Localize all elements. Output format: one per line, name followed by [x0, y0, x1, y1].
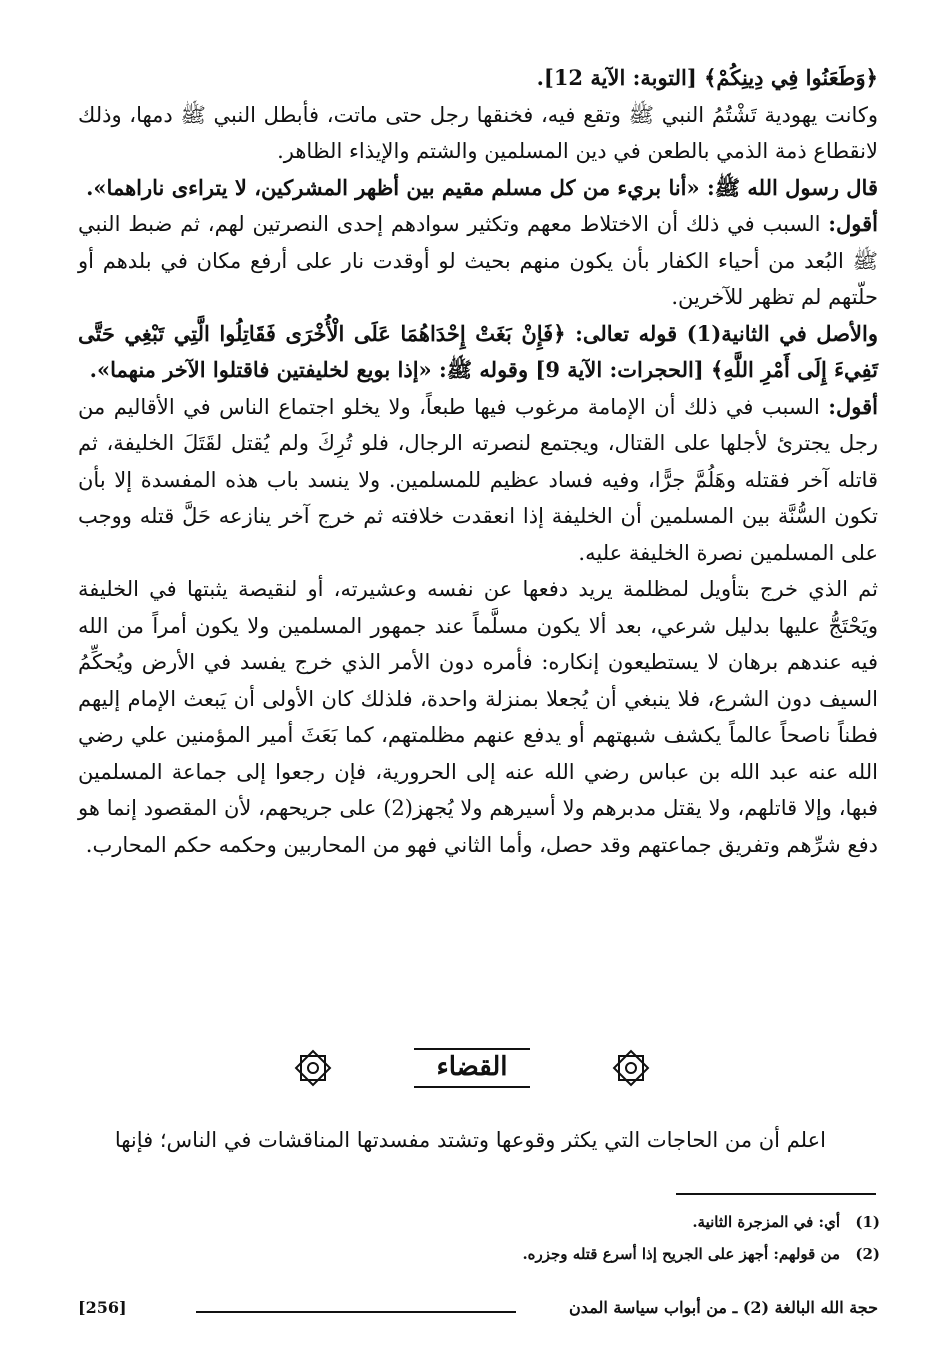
paragraph-6: ثم الذي خرج بتأويل لمظلمة يريد دفعها عن نفسه وعشيرته، أو لنقيصة يثبتها في الخليفة ويَحْتَجُّ عليها بدليل شرعي، بعد ألا يكون مسلَّماً عند جمهور المسلمين ولا يكون أمراً من الله فيه عندهم برهان لا يستطيعون إنكاره: فأمره دون الأمر الذي خرج يفسد في الأرض ويُحكِّمُ السيف دون الشرع، فلا ينبغي أن يُجعلا بمنزلة واحدة، فلذلك كان الأولى أن يَبعث الإمام إليهم فطناً ناصحاً عالماً يكشف شبهتهم أو يدفع عنهم مظلمتهم، كما بَعَثَ أمير المؤمنين علي رضي الله عنه عبد الله بن عباس رضي الله عنه إلى الحرورية، فإن رجعوا إلى جماعة المسلمين فبها، وإلا قاتلهم، ولا يقتل مدبرهم ولا أسيرهم ولا يُجهز(2) على جريحهم، لأن المقصود إنما هو دفع شرِّهم وتفريق جماعتهم وقد حصل، وأما الثاني فهو من المحاربين وحكمه حكم المحارب.	[78, 577, 878, 857]
paragraph-5-lead: أقول:	[828, 393, 878, 419]
book-title: حجة الله البالغة (2) ـ من أبواب سياسة المدن	[569, 1298, 878, 1317]
paragraph-3-lead: أقول:	[828, 211, 878, 236]
footnote-text: أي: في المزجرة الثانية.	[692, 1213, 840, 1231]
paragraph-3	[78, 206, 878, 316]
quran-verse-quote: ﴿وَطَعَنُوا فِي دِينِكُمْ﴾ [التوبة: الآية 12].	[536, 65, 878, 90]
paragraph-4-text: ﴿فَإِنْ بَغَتْ إِحْدَاهُمَا عَلَى الْأُخْرَى فَقَاتِلُوا الَّتِي تَبْغِي حَتَّى تَفِيءَ إِلَى أَمْرِ اللَّهِ﴾ [الحجرات: الآية 9] وقوله ﷺ: «إذا بويع لخليفتين فاقتلوا الآخر منهما».	[78, 320, 878, 382]
footnote-divider	[676, 1193, 876, 1195]
page-number: [256]	[78, 1298, 127, 1317]
footnote-text: من قولهم: أجهز على الجريح إذا أسرع قتله وجزره.	[522, 1245, 840, 1263]
hadith-text: قال رسول الله ﷺ: «أنا بريء من كل مسلم مقيم بين أظهر المشركين، لا يتراءى ناراهما».	[86, 174, 878, 200]
paragraph-1: وكانت يهودية تَشْتُمُ النبي ﷺ وتقع فيه، فخنقها رجل حتى ماتت، فأبطل النبي ﷺ دمها، وذلك لانقطاع ذمة الذمي بالطعن في دين المسلمين والشتم والإيذاء الظاهر.	[78, 102, 878, 163]
paragraph-5-text: السبب في ذلك أن الإمامة مرغوب فيها طبعاً، ولا يخلو اجتماع الناس في الأقاليم من رجل يجترئ لأجلها على القتال، ويجتمع لنصرته الرجال، فلو تُرِكَ ولم يُقتل لقَتَلَ الخليفة، ثم قاتله آخر فقتله وهَلُمَّ جرًّا، وفيه فساد عظيم للمسلمين. ولا ينسد باب هذه المفسدة إلا بأن تكون السُّنَّة بين المسلمين أن الخليفة إذا انعقدت خلافته ثم خرج آخر ينازعه حَلَّ قتله ووجب على المسلمين نصرة الخليفة عليه.	[78, 394, 878, 565]
footnote-number: (1)	[855, 1213, 880, 1231]
page-footer	[78, 1298, 878, 1328]
footnote-number: (2)	[855, 1245, 880, 1263]
paragraph-4	[78, 316, 878, 389]
footer-rule	[196, 1311, 516, 1313]
paragraph-3-text: السبب في ذلك أن الاختلاط معهم وتكثير سوادهم إحدى النصرتين لهم، ثم ضبط النبي ﷺ البُعد من أحياء الكفار بأن يكون منهم بحيث لو أوقدت نار على أرفع مكان في بلدهم أو حلّتهم لم تظهر للآخرين.	[78, 212, 878, 309]
section-heading	[292, 1045, 652, 1091]
footnote-2	[450, 1238, 880, 1270]
paragraph-2	[78, 170, 878, 207]
paragraph-4-lead: والأصل في الثانية(1) قوله تعالى:	[575, 320, 878, 346]
section-intro: اعلم أن من الحاجات التي يكثر وقوعها وتشتد مفسدتها المناقشات في الناس؛ فإنها	[114, 1128, 826, 1152]
page-body	[78, 60, 878, 863]
paragraph-5	[78, 389, 878, 572]
footnote-1	[450, 1206, 880, 1238]
footnotes	[450, 1206, 880, 1270]
verse-line	[78, 60, 878, 97]
section-title: القضاء	[436, 1052, 508, 1082]
